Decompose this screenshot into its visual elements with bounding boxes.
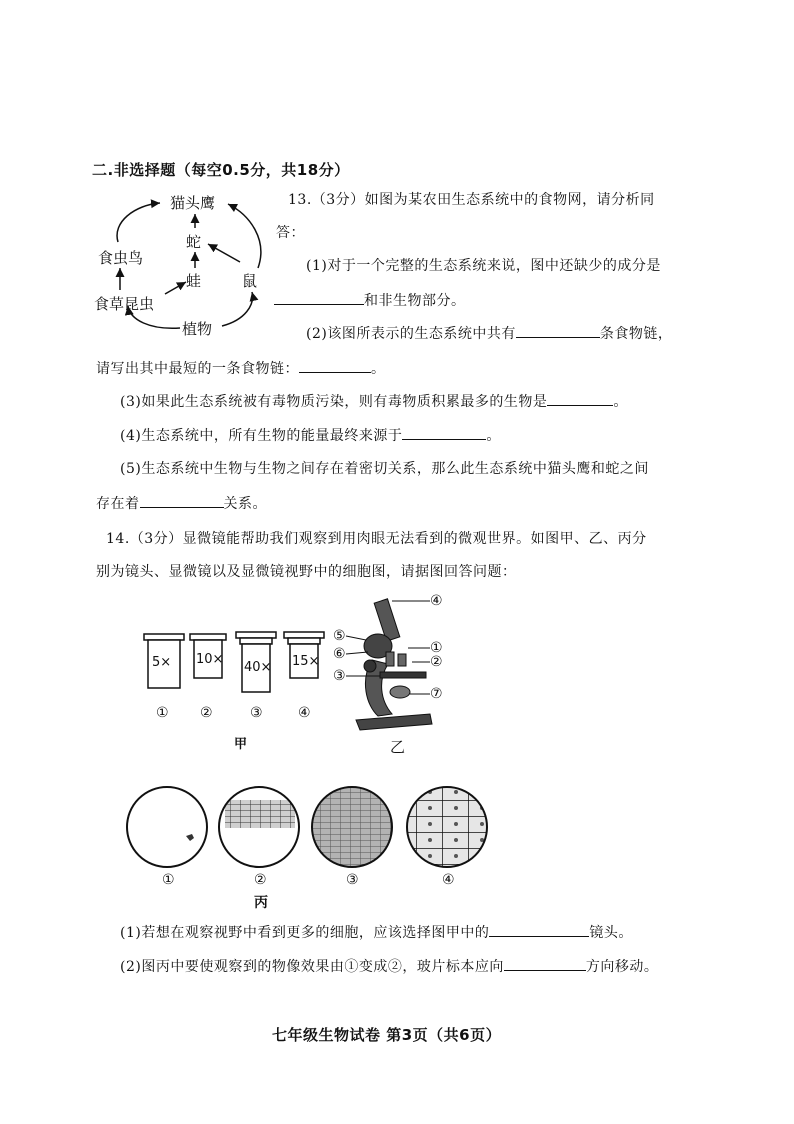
snake-label: 蛇 <box>186 233 202 251</box>
q14-s1b: 镜头。 <box>589 925 633 941</box>
microscope-label-6: ⑥ <box>333 646 346 662</box>
lens-4-mag: 15× <box>292 654 320 669</box>
microscope-label-7: ⑦ <box>430 686 443 702</box>
q13-p2d: 。 <box>371 361 386 377</box>
mouse-label: 鼠 <box>242 272 258 290</box>
q13-p2c: 请写出其中最短的一条食物链： <box>96 361 299 377</box>
herbivore-insect-label: 食草昆虫 <box>94 295 155 313</box>
fig-bing-caption: 丙 <box>254 895 268 911</box>
view-1-circle <box>127 787 207 867</box>
lens-4-num: ④ <box>298 705 311 721</box>
microscope-label-2: ② <box>430 654 443 670</box>
q14-blank-1[interactable] <box>489 922 589 937</box>
view-3-cells <box>310 785 394 869</box>
q13-p4a: (4)生态系统中，所有生物的能量最终来源于 <box>120 428 403 444</box>
q13-intro-a: 13.（3分）如图为某农田生态系统中的食物网，请分析同 <box>288 192 655 208</box>
q13-p1b: 和非生物部分。 <box>364 293 466 309</box>
q14-s2a: (2)图丙中要使观察到的物像效果由①变成②，玻片标本应向 <box>120 959 504 975</box>
q13-p1a: (1)对于一个完整的生态系统来说，图中还缺少的成分是 <box>306 258 661 274</box>
microscope-label-1: ① <box>430 640 443 656</box>
plant-label: 植物 <box>182 320 213 338</box>
microscope-label-3: ③ <box>333 668 346 684</box>
lens-3-num: ③ <box>250 705 263 721</box>
q14-s2-line <box>120 956 658 977</box>
q14-s1-line <box>120 922 633 943</box>
q13-p5a: (5)生态系统中生物与生物之间存在着密切关系，那么此生态系统中猫头鹰和蛇之间 <box>120 461 649 477</box>
q14-s1a: (1)若想在观察视野中看到更多的细胞，应该选择图甲中的 <box>120 925 490 941</box>
lens-2-mag: 10× <box>196 652 224 667</box>
microscope-label-4: ④ <box>430 593 443 609</box>
q13-p3b: 。 <box>613 394 628 410</box>
q13-intro-b: 答： <box>276 225 305 241</box>
q13-p2a: (2)该图所表示的生态系统中共有 <box>306 326 516 342</box>
owl-label: 猫头鹰 <box>170 194 216 212</box>
q14-intro-b: 别为镜头、显微镜以及显微镜视野中的细胞图，请据图回答问题： <box>96 564 517 580</box>
section-title: 二.非选择题（每空0.5分，共18分） <box>92 161 350 179</box>
view-3-num: ③ <box>346 872 359 888</box>
q13-p3a: (3)如果此生态系统被有毒物质污染，则有毒物质积累最多的生物是 <box>120 394 548 410</box>
q14-intro-a: 14.（3分）显微镜能帮助我们观察到用肉眼无法看到的微观世界。如图甲、乙、丙分 <box>106 531 647 547</box>
lens-3-mag: 40× <box>244 660 272 675</box>
q13-p5b: 存在着 <box>96 496 140 512</box>
q13-p4b: 。 <box>486 428 501 444</box>
q14-s2b: 方向移动。 <box>585 959 659 975</box>
q13-p2b: 条食物链， <box>599 326 673 342</box>
microscope-label-5: ⑤ <box>333 628 346 644</box>
frog-label: 蛙 <box>186 272 202 290</box>
view-1-num: ① <box>162 872 175 888</box>
view-4-cells <box>405 785 489 869</box>
view-4-num: ④ <box>442 872 455 888</box>
lens-1-num: ① <box>156 705 169 721</box>
lens-2-num: ② <box>200 705 213 721</box>
insect-bird-label: 食虫鸟 <box>98 249 144 267</box>
fig-jia-caption: 甲 <box>234 737 248 752</box>
view-2-num: ② <box>254 872 267 888</box>
lens-1-mag: 5× <box>152 655 172 670</box>
q14-blank-2[interactable] <box>504 956 586 971</box>
fig-yi-caption: 乙 <box>390 738 406 756</box>
page-footer: 七年级生物试卷 第3页（共6页） <box>272 1026 502 1044</box>
q13-p5c: 关系。 <box>223 496 267 512</box>
view-2-cells <box>225 800 295 828</box>
